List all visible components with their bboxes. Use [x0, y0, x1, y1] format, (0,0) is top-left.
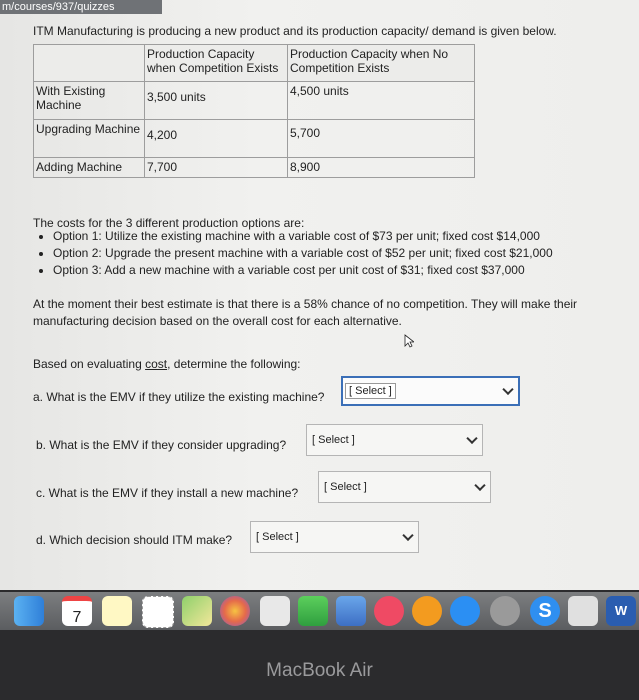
- select-placeholder: [ Select ]: [324, 481, 367, 493]
- instruction-line: [33, 357, 301, 371]
- notes-icon[interactable]: [102, 596, 132, 626]
- select-dropdown-a[interactable]: [341, 376, 520, 406]
- table-cell: 8,900: [288, 158, 475, 178]
- table-row: [34, 82, 475, 120]
- table-cell: 3,500 units: [145, 82, 288, 120]
- table-cell: Upgrading Machine: [34, 120, 145, 158]
- table-header-cell: Production Capacity when Competition Exists: [145, 45, 288, 82]
- numbers-icon[interactable]: [298, 596, 328, 626]
- table-header-row: [34, 45, 475, 82]
- select-placeholder: [ Select ]: [345, 383, 396, 399]
- instruction-suffix: , determine the following:: [167, 357, 301, 371]
- select-placeholder: [ Select ]: [312, 434, 355, 446]
- select-dropdown-d[interactable]: [250, 521, 419, 553]
- costs-intro: The costs for the 3 different production options are:: [33, 216, 305, 230]
- appstore-icon[interactable]: [450, 596, 480, 626]
- table-row: [34, 158, 475, 178]
- question-c-label: c. What is the EMV if they install a new machine?: [36, 486, 299, 500]
- question-a-label: a. What is the EMV if they utilize the existing machine?: [33, 390, 325, 404]
- select-dropdown-b[interactable]: [306, 424, 483, 456]
- table-cell: 4,200: [145, 120, 288, 158]
- capacity-table: [33, 44, 475, 178]
- table-cell: 5,700: [288, 120, 475, 158]
- table-cell: Adding Machine: [34, 158, 145, 178]
- device-label: MacBook Air: [266, 660, 373, 681]
- competition-paragraph: At the moment their best estimate is that there is a 58% chance of no competition. They will make their manufacturing decision based on the overall cost for each alternative.: [33, 297, 578, 328]
- books-icon[interactable]: [412, 596, 442, 626]
- word-icon[interactable]: W: [606, 596, 636, 626]
- table-header-cell: [34, 45, 145, 82]
- question-title: ITM Manufacturing is producing a new product and its production capacity/ demand is given below.: [33, 24, 557, 38]
- option-item: • Option 1: Utilize the existing machine with a variable cost of $73 per unit; fixed cost $14,000: [53, 228, 553, 245]
- option-item: • Option 3: Add a new machine with a variable cost per unit cost of $31; fixed cost $37,000: [53, 262, 553, 279]
- option-item: • Option 2: Upgrade the present machine with a variable cost of $52 per unit; fixed cost $21,000: [53, 245, 553, 262]
- messages-icon[interactable]: [260, 596, 290, 626]
- table-cell: With Existing Machine: [34, 82, 145, 120]
- url-bar-fragment[interactable]: m/courses/937/quizzes: [0, 0, 162, 14]
- mouse-cursor-icon: [404, 334, 414, 348]
- instruction-prefix: Based on evaluating: [33, 357, 146, 371]
- settings-icon[interactable]: [490, 596, 520, 626]
- table-row: [34, 120, 475, 158]
- safari-icon[interactable]: S: [530, 596, 560, 626]
- table-cell: 7,700: [145, 158, 288, 178]
- instruction-emphasis: cost: [145, 357, 168, 371]
- reminders-icon[interactable]: [142, 596, 174, 628]
- chevron-down-icon: [474, 480, 485, 491]
- chevron-down-icon: [466, 433, 477, 444]
- select-placeholder: [ Select ]: [256, 531, 299, 543]
- finder-icon[interactable]: [14, 596, 44, 626]
- table-header-cell: Production Capacity when No Competition Exists: [288, 45, 475, 82]
- table-cell: 4,500 units: [288, 82, 475, 120]
- launchpad-icon[interactable]: [568, 596, 598, 626]
- calendar-icon[interactable]: 7: [62, 596, 92, 626]
- question-d-label: d. Which decision should ITM make?: [36, 533, 233, 547]
- photos-icon[interactable]: [220, 596, 250, 626]
- maps-icon[interactable]: [182, 596, 212, 626]
- chevron-down-icon: [402, 530, 413, 541]
- keynote-icon[interactable]: [336, 596, 366, 626]
- select-dropdown-c[interactable]: [318, 471, 491, 503]
- chevron-down-icon: [502, 384, 513, 395]
- options-list: [33, 228, 553, 279]
- music-icon[interactable]: [374, 596, 404, 626]
- question-b-label: b. What is the EMV if they consider upgrading?: [36, 438, 287, 452]
